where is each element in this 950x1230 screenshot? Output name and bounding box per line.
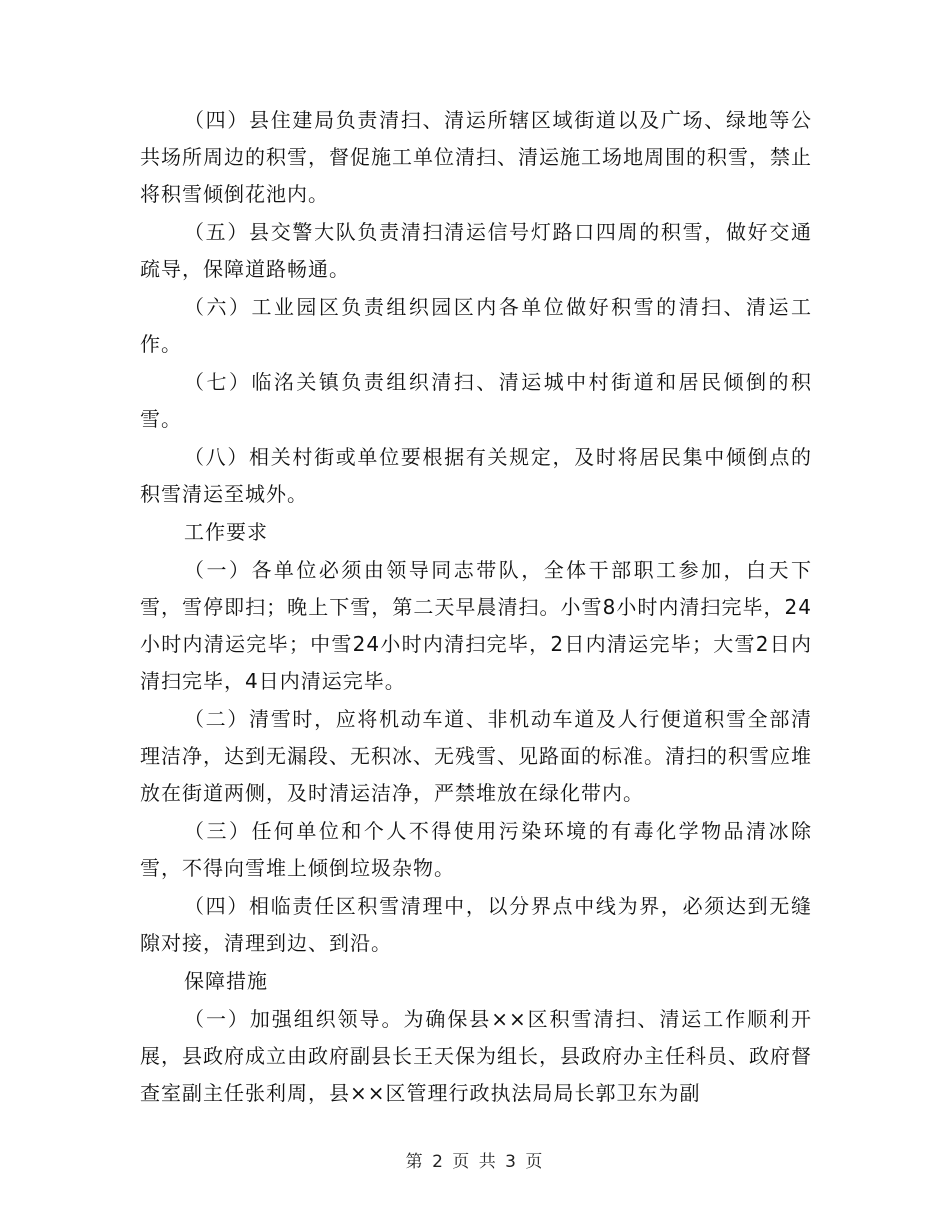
paragraph-6: （六）工业园区负责组织园区内各单位做好积雪的清扫、清运工作。	[140, 295, 812, 356]
document-body	[140, 102, 812, 1113]
paragraph-5: （五）县交警大队负责清扫清运信号灯路口四周的积雪，做好交通疏导，保障道路畅通。	[140, 220, 812, 281]
section-heading-guarantee-measures: 保障措施	[184, 969, 268, 993]
work-requirement-2: （二）清雪时，应将机动车道、非机动车道及人行便道积雪全部清理洁净，达到无漏段、无积冰、无残雪、见路面的标准。清扫的积雪应堆放在街道两侧，及时清运洁净，严禁堆放在绿化带内。	[140, 707, 812, 805]
paragraph-4: （四）县住建局负责清扫、清运所辖区域街道以及广场、绿地等公共场所周边的积雪，督促施工单位清扫、清运施工场地周围的积雪，禁止将积雪倾倒花池内。	[140, 108, 812, 206]
page-footer: 第 2 页 共 3 页	[405, 1152, 545, 1172]
guarantee-measure-1: （一）加强组织领导。为确保县××区积雪清扫、清运工作顺利开展，县政府成立由政府副县长王天保为组长，县政府办主任科员、政府督查室副主任张利周，县××区管理行政执法局局长郭卫东为副	[140, 1007, 812, 1105]
paragraph-8: （八）相关村街或单位要根据有关规定，及时将居民集中倾倒点的积雪清运至城外。	[140, 445, 812, 506]
section-heading-work-requirements: 工作要求	[184, 520, 268, 544]
paragraph-7: （七）临洺关镇负责组织清扫、清运城中村街道和居民倾倒的积雪。	[140, 370, 812, 431]
work-requirement-3: （三）任何单位和个人不得使用污染环境的有毒化学物品清冰除雪，不得向雪堆上倾倒垃圾杂物。	[140, 819, 812, 880]
work-requirement-4: （四）相临责任区积雪清理中，以分界点中线为界，必须达到无缝隙对接，清理到边、到沿。	[140, 894, 812, 955]
work-requirement-1: （一）各单位必须由领导同志带队，全体干部职工参加，白天下雪，雪停即扫；晚上下雪，第二天早晨清扫。小雪8小时内清扫完毕，24小时内清运完毕；中雪24小时内清扫完毕，2日内清运完毕；大雪2日内清扫完毕，4日内清运完毕。	[140, 558, 812, 693]
